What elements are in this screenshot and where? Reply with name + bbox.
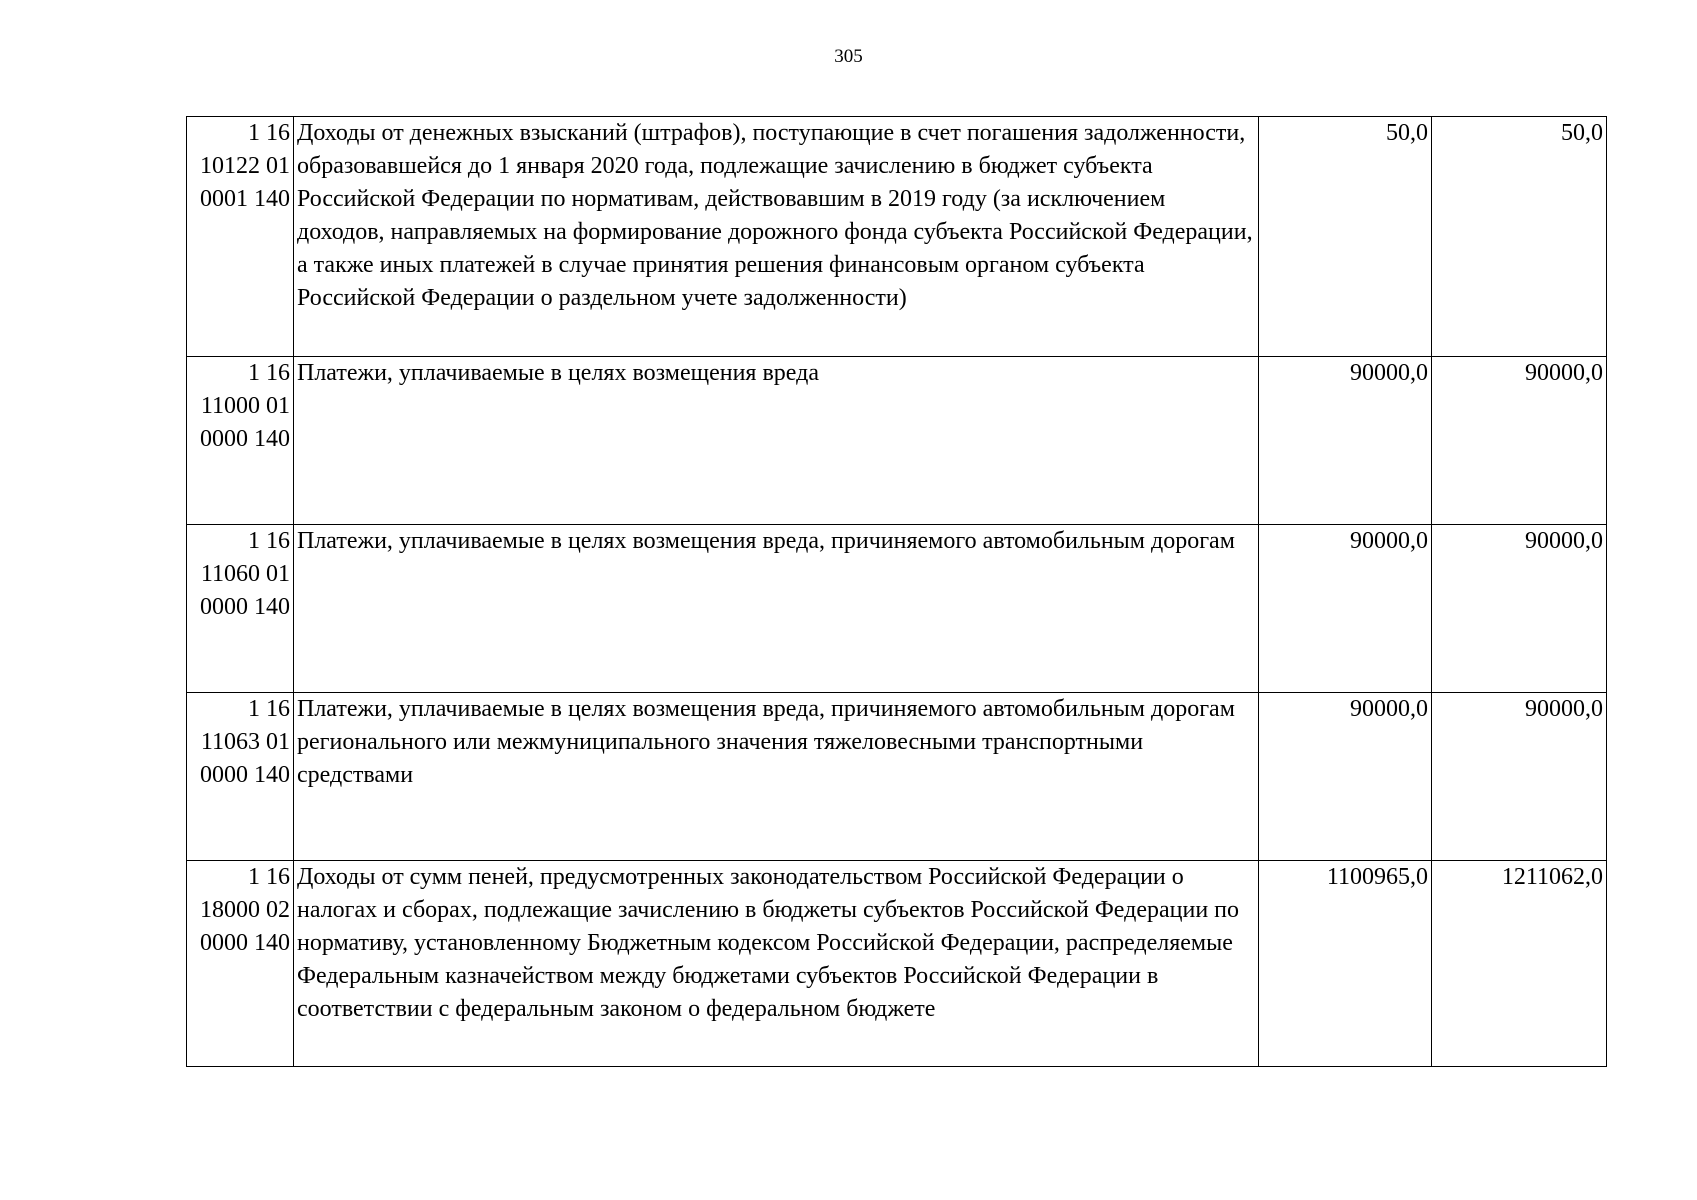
description-cell: Платежи, уплачиваемые в целях возмещения вреда, причиняемого автомобильным дорогам <box>294 525 1259 693</box>
kbk-code-line: 0000 140 <box>200 426 290 452</box>
kbk-code-cell <box>187 525 294 693</box>
table-row <box>187 525 1607 693</box>
budget-revenue-table <box>186 116 1607 1067</box>
table-row <box>187 693 1607 861</box>
kbk-code-line: 0000 140 <box>200 930 290 956</box>
kbk-code-cell <box>187 693 294 861</box>
value-cell-year-1: 1100965,0 <box>1259 861 1432 1067</box>
value-cell-year-2: 90000,0 <box>1432 693 1607 861</box>
value-cell-year-1: 90000,0 <box>1259 693 1432 861</box>
table-row <box>187 861 1607 1067</box>
kbk-code-line: 1 16 <box>248 528 290 554</box>
kbk-code-line: 0001 140 <box>200 186 290 212</box>
kbk-code-line: 0000 140 <box>200 762 290 788</box>
kbk-code-line: 1 16 <box>248 360 290 386</box>
kbk-code-line: 11060 01 <box>200 561 290 587</box>
description-cell: Доходы от сумм пеней, предусмотренных законодательством Российской Федерации о налогах и сборах, подлежащие зачислению в бюджеты субъектов Российской Федерации по нормативу, установленному Бюджетным кодексом Российской Федерации, распределяемые Федеральным казначейством между бюджетами субъектов Российской Федерации в соответствии с федеральным законом о федеральном бюджете <box>294 861 1259 1067</box>
description-cell: Доходы от денежных взысканий (штрафов), поступающие в счет погашения задолженности, образовавшейся до 1 января 2020 года, подлежащие зачислению в бюджет субъекта Российской Федерации по нормативам, действовавшим в 2019 году (за исключением доходов, направляемых на формирование дорожного фонда субъекта Российской Федерации, а также иных платежей в случае принятия решения финансовым органом субъекта Российской Федерации о раздельном учете задолженности) <box>294 117 1259 357</box>
value-cell-year-2: 90000,0 <box>1432 525 1607 693</box>
kbk-code-line: 0000 140 <box>200 594 290 620</box>
kbk-code-line: 10122 01 <box>200 153 290 179</box>
description-cell: Платежи, уплачиваемые в целях возмещения вреда, причиняемого автомобильным дорогам регионального или межмуниципального значения тяжеловесными транспортными средствами <box>294 693 1259 861</box>
value-cell-year-2: 90000,0 <box>1432 357 1607 525</box>
kbk-code-line: 1 16 <box>248 696 290 722</box>
description-cell: Платежи, уплачиваемые в целях возмещения вреда <box>294 357 1259 525</box>
kbk-code-line: 18000 02 <box>200 897 290 923</box>
value-cell-year-2: 1211062,0 <box>1432 861 1607 1067</box>
table-row <box>187 117 1607 357</box>
kbk-code-line: 11063 01 <box>200 729 290 755</box>
kbk-code-line: 1 16 <box>248 864 290 890</box>
kbk-code-cell <box>187 861 294 1067</box>
value-cell-year-1: 90000,0 <box>1259 357 1432 525</box>
value-cell-year-1: 50,0 <box>1259 117 1432 357</box>
kbk-code-line: 1 16 <box>248 120 290 146</box>
kbk-code-cell <box>187 357 294 525</box>
kbk-code-line: 11000 01 <box>200 393 290 419</box>
kbk-code-cell <box>187 117 294 357</box>
value-cell-year-1: 90000,0 <box>1259 525 1432 693</box>
table-row <box>187 357 1607 525</box>
value-cell-year-2: 50,0 <box>1432 117 1607 357</box>
page-number: 305 <box>834 46 863 67</box>
